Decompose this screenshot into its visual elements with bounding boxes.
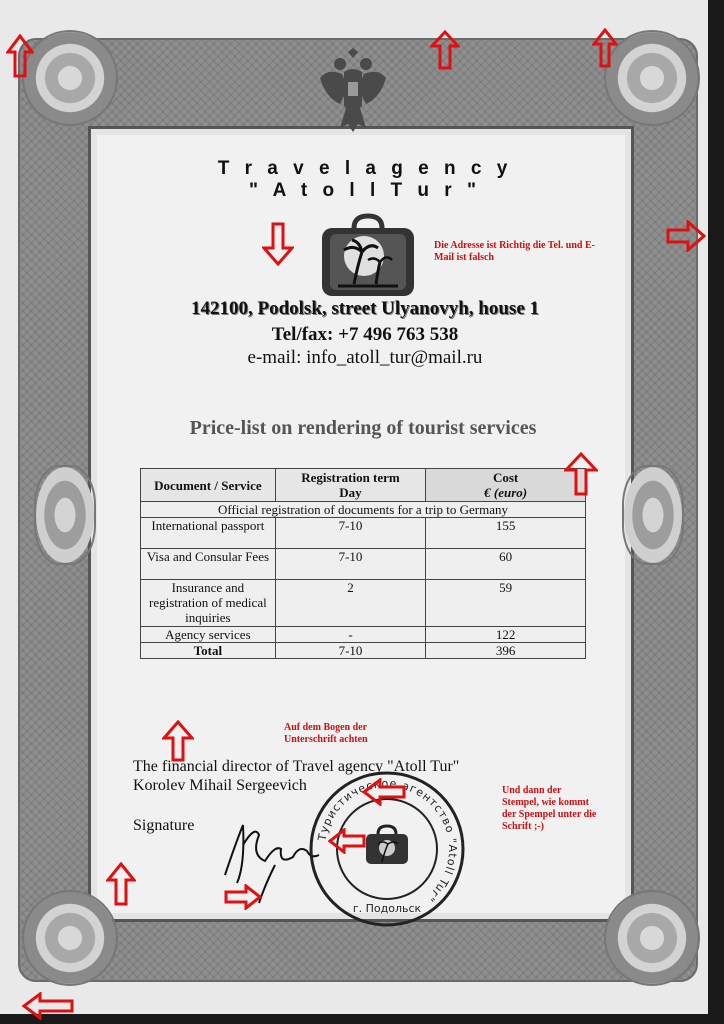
corner-ornament-top-right xyxy=(604,30,700,126)
row-service: International passport xyxy=(141,518,276,549)
table-section-row xyxy=(141,502,586,518)
table-row xyxy=(141,518,586,549)
price-table xyxy=(140,468,586,659)
row-service: Insurance and registration of medical inquiries xyxy=(141,580,276,627)
header-term xyxy=(275,469,426,502)
total-label: Total xyxy=(141,643,276,659)
header-service: Document / Service xyxy=(141,469,276,502)
price-list-title: Price-list on rendering of tourist services xyxy=(189,417,537,439)
director-title: The financial director of Travel agency "Atoll Tur" xyxy=(133,758,460,775)
table-total-row xyxy=(141,643,586,659)
red-arrow-left-icon xyxy=(22,992,74,1020)
double-headed-eagle-emblem-icon xyxy=(318,48,388,134)
agency-email: e-mail: info_atoll_tur@mail.ru xyxy=(247,347,483,368)
agency-title-line2: " A t o l l T u r " xyxy=(249,180,481,201)
suitcase-palm-logo-icon xyxy=(318,212,418,300)
agency-telephone: Tel/fax: +7 496 763 538 xyxy=(271,324,459,345)
side-ornament-left xyxy=(34,465,96,565)
red-arrow-up-icon xyxy=(564,452,598,496)
red-arrow-right-icon xyxy=(666,220,706,252)
total-cost: 396 xyxy=(426,643,586,659)
row-service: Agency services xyxy=(141,627,276,643)
annotation-stamp-note: Und dann der Stempel, wie kommt der Spempel unter die Schrift ;-) xyxy=(502,785,597,832)
corner-ornament-bottom-left xyxy=(22,890,118,986)
red-arrow-up-icon xyxy=(430,30,460,70)
table-row xyxy=(141,627,586,643)
table-row xyxy=(141,549,586,580)
row-cost: 122 xyxy=(426,627,586,643)
row-cost: 59 xyxy=(426,580,586,627)
row-term: - xyxy=(275,627,426,643)
table-row xyxy=(141,580,586,627)
stamp-city-text: г. Подольск xyxy=(352,902,422,915)
red-arrow-up-icon xyxy=(592,28,618,68)
header-term-line1: Registration term xyxy=(301,470,400,485)
stamp-ring-text: Туристическое агентство "Atoll Tur" xyxy=(315,776,460,905)
header-cost-line1: Cost xyxy=(492,470,519,485)
header-cost xyxy=(426,469,586,502)
red-arrow-up-icon xyxy=(106,862,136,906)
signature-label: Signature xyxy=(133,817,195,834)
agency-title xyxy=(160,158,570,202)
row-cost: 60 xyxy=(426,549,586,580)
agency-address: 142100, Podolsk, street Ulyanovyh, house 1 xyxy=(190,298,539,319)
annotation-address-note: Die Adresse ist Richtig die Tel. und E-Mail ist falsch xyxy=(434,240,595,263)
red-arrow-right-icon xyxy=(224,884,262,910)
row-term: 7-10 xyxy=(275,549,426,580)
header-cost-unit: € (euro) xyxy=(484,485,528,500)
agency-title-line1: T r a v e l a g e n c y xyxy=(217,158,513,179)
annotation-signature-note: Auf dem Bogen der Unterschrift achten xyxy=(284,722,368,745)
stamp-suitcase-icon xyxy=(366,826,408,864)
total-term: 7-10 xyxy=(275,643,426,659)
row-cost: 155 xyxy=(426,518,586,549)
row-term: 2 xyxy=(275,580,426,627)
director-name: Korolev Mihail Sergeevich xyxy=(133,777,307,794)
corner-ornament-bottom-right xyxy=(604,890,700,986)
red-arrow-up-icon xyxy=(6,34,34,78)
corner-ornament-top-left xyxy=(22,30,118,126)
red-arrow-up-icon xyxy=(162,720,194,762)
table-header-row xyxy=(141,469,586,502)
row-term: 7-10 xyxy=(275,518,426,549)
red-arrow-down-icon xyxy=(262,222,294,266)
header-term-line2: Day xyxy=(339,485,362,500)
row-service: Visa and Consular Fees xyxy=(141,549,276,580)
section-label: Official registration of documents for a trip to Germany xyxy=(141,502,586,518)
red-arrow-left-icon xyxy=(328,828,366,854)
side-ornament-right xyxy=(622,465,684,565)
red-arrow-left-icon xyxy=(362,778,406,806)
